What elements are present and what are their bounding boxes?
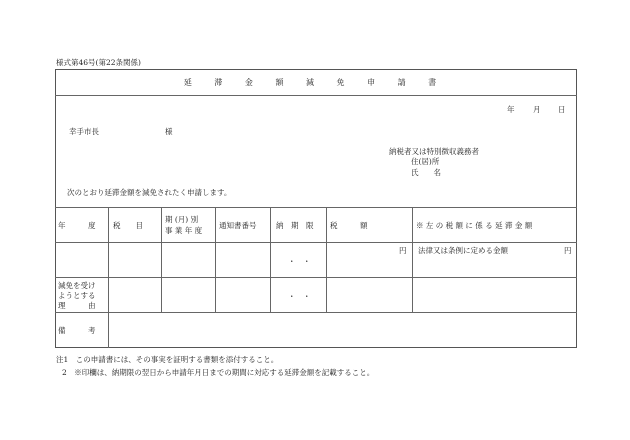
row1-late-fee-unit: 円	[564, 246, 572, 255]
form-number: 様式第46号(第22条関係)	[56, 58, 141, 67]
header-bottom-line	[55, 242, 577, 243]
note-2: 2 ※印欄は、納期限の翌日から申請年月日までの期間に対応する延滞金額を記載すること。	[62, 368, 375, 377]
table-top-line	[55, 207, 577, 208]
row2-reason-line3: 理 由	[58, 301, 96, 310]
date-year: 年	[507, 105, 515, 114]
addressee-honorific: 様	[165, 127, 173, 136]
row2-date-dots: ・ ・	[288, 292, 311, 301]
header-period-line1: 期 (月) 別	[165, 215, 199, 224]
row1-late-fee-label: 法律又は条例に定める金額	[418, 246, 508, 255]
addressee-name: 幸手市長	[69, 127, 99, 136]
col-divider-5	[326, 207, 327, 312]
col-divider-6	[412, 207, 413, 312]
form-frame	[55, 69, 577, 348]
col-divider-1	[108, 207, 109, 348]
applicant-address-label: 住(居)所	[411, 157, 440, 166]
col-divider-2	[161, 207, 162, 312]
row1-bottom-line	[55, 277, 577, 278]
applicant-role: 納税者又は特別徴収義務者	[389, 147, 479, 156]
row1-date-dots: ・ ・	[288, 257, 311, 266]
col-divider-3	[215, 207, 216, 312]
applicant-name-label: 氏 名	[411, 168, 441, 177]
header-period-line2: 事 業 年 度	[165, 226, 203, 235]
header-year: 年 度	[58, 221, 96, 230]
intro-text: 次のとおり延滞金額を減免されたく申請します。	[67, 188, 232, 197]
header-tax-amount: 税 額	[330, 221, 368, 230]
date-day: 日	[558, 105, 566, 114]
header-late-fee: ※ 左 の 税 額 に 係 る 延 滞 金 額	[416, 221, 533, 230]
header-tax-item: 税 目	[113, 221, 143, 230]
row1-yen-unit: 円	[399, 246, 407, 255]
header-deadline: 納 期 限	[276, 221, 314, 230]
remarks-label: 備 考	[58, 326, 96, 335]
row2-reason-line2: ようとする	[58, 291, 96, 300]
form-title: 延 滞 金 額 減 免 申 請 書	[183, 78, 447, 87]
row2-reason-line1: 減免を受け	[58, 281, 96, 290]
note-1: 注1 この申請書には、その事実を証明する書類を添付すること。	[56, 355, 279, 364]
col-divider-4	[270, 207, 271, 312]
title-divider	[55, 95, 577, 96]
header-notice-no: 通知書番号	[219, 221, 257, 230]
date-month: 月	[533, 105, 541, 114]
row2-bottom-line	[55, 312, 577, 313]
